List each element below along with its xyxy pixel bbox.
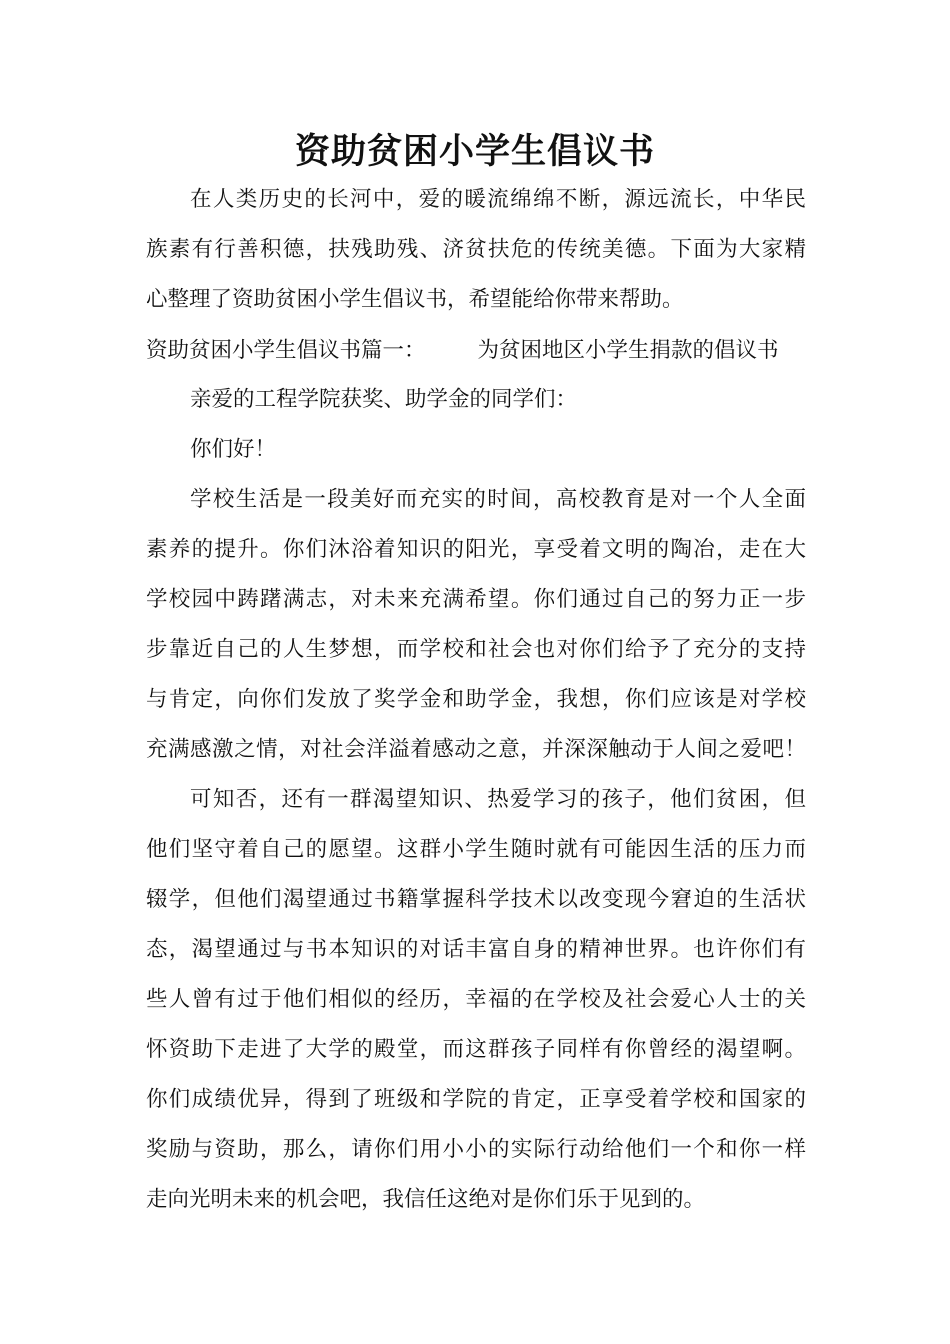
- section-title: 为贫困地区小学生捐款的倡议书: [477, 338, 779, 363]
- paragraph-line: 素养的提升。你们沐浴着知识的阳光，享受着文明的陶冶，走在大: [146, 537, 806, 562]
- paragraph-line: 学校园中踌躇满志，对未来充满希望。你们通过自己的努力正一步: [146, 587, 806, 612]
- paragraph-line: 态，渴望通过与书本知识的对话丰富自身的精神世界。也许你们有: [146, 937, 806, 962]
- paragraph-line: 奖励与资助，那么，请你们用小小的实际行动给他们一个和你一样: [146, 1137, 806, 1162]
- paragraph-line: 与肯定，向你们发放了奖学金和助学金，我想，你们应该是对学校: [146, 687, 806, 712]
- greeting: 你们好！: [190, 437, 277, 462]
- salutation: 亲爱的工程学院获奖、助学金的同学们：: [190, 387, 578, 412]
- paragraph-line: 些人曾有过于他们相似的经历，幸福的在学校及社会爱心人士的关: [146, 987, 806, 1012]
- paragraph-line: 充满感激之情，对社会洋溢着感动之意，并深深触动于人间之爱吧！: [146, 737, 806, 762]
- paragraph-line: 步靠近自己的人生梦想，而学校和社会也对你们给予了充分的支持: [146, 637, 806, 662]
- document-title: 资助贫困小学生倡议书: [294, 131, 655, 172]
- paragraph-line: 辍学，但他们渴望通过书籍掌握科学技术以改变现今窘迫的生活状: [146, 887, 806, 912]
- paragraph-line: 他们坚守着自己的愿望。这群小学生随时就有可能因生活的压力而: [146, 837, 806, 862]
- intro-line: 在人类历史的长河中，爱的暖流绵绵不断，源远流长，中华民: [190, 187, 806, 212]
- paragraph-line: 怀资助下走进了大学的殿堂，而这群孩子同样有你曾经的渴望啊。: [146, 1037, 806, 1062]
- paragraph-line: 可知否，还有一群渴望知识、热爱学习的孩子，他们贫困，但: [190, 787, 806, 812]
- section-heading: [146, 336, 806, 366]
- paragraph-line: 学校生活是一段美好而充实的时间，高校教育是对一个人全面: [190, 487, 806, 512]
- intro-line: 族素有行善积德，扶残助残、济贫扶危的传统美德。下面为大家精: [146, 237, 806, 262]
- intro-line: 心整理了资助贫困小学生倡议书，希望能给你带来帮助。: [146, 287, 684, 312]
- paragraph-line: 你们成绩优异，得到了班级和学院的肯定，正享受着学校和国家的: [146, 1087, 806, 1112]
- section-label: 资助贫困小学生倡议书篇一：: [146, 338, 426, 363]
- paragraph-line: 走向光明未来的机会吧，我信任这绝对是你们乐于见到的。: [146, 1187, 706, 1212]
